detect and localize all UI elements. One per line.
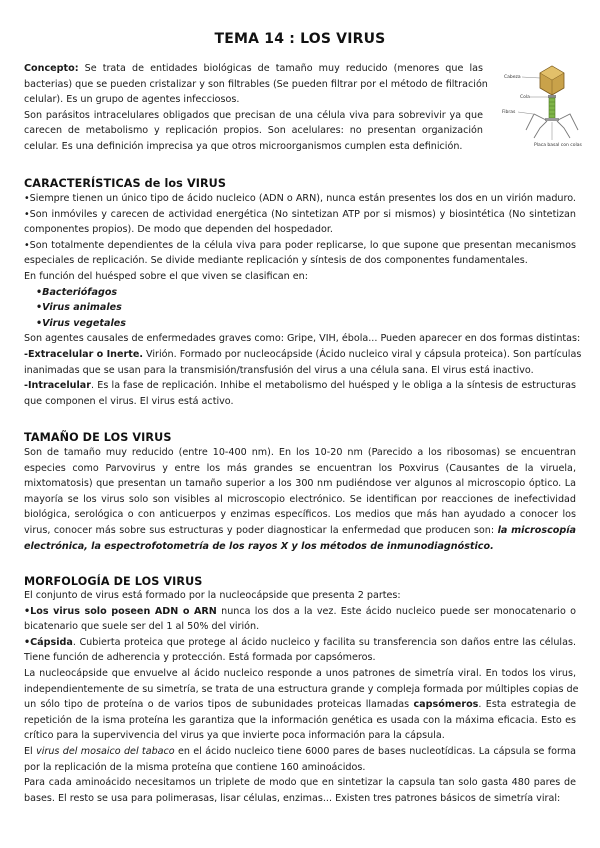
concept-paragraph — [24, 61, 488, 155]
section-heading-size: TAMAÑO DE LOS VIRUS — [24, 431, 172, 444]
characteristics-line: Son agentes causales de enfermedades graves como: Gripe, VIH, ébola... Pueden aparecer en dos formas distintas: — [24, 333, 581, 345]
concept-label: Concepto: — [24, 63, 79, 74]
size-line: mayoría se los virus solo son visibles al microscopio electrónico. Se identifican por reacciones de inefectividad — [24, 493, 576, 505]
characteristics-line: inanimadas que se usan para la transmisión/transfusión del virus a una célula sana. El virus está inactivo. — [24, 364, 534, 376]
section-heading-morphology: MORFOLOGÍA DE LOS VIRUS — [24, 575, 203, 588]
page-title: TEMA 14 : LOS VIRUS — [214, 31, 386, 47]
characteristics-line: •Son totalmente dependientes de la célula viva para poder replicarse, lo que supone que presentan mecanismos — [24, 239, 576, 251]
figure-label-cabeza: Cabeza — [504, 75, 521, 80]
concept-line: Concepto: Se trata de entidades biológicas de tamaño muy reducido (menores que las — [24, 63, 483, 74]
bacteriophage-illustration — [500, 58, 592, 150]
host-item: •Bacteriófagos — [36, 286, 118, 298]
concept-line: carecen de metabolismo y replicación propios. Son acelulares: no presentan organización — [24, 125, 483, 137]
morphology-line: La nucleocápside que envuelve al ácido nucleico responde a unos patrones de simetría viral. En todos los virus, — [24, 667, 576, 679]
morphology-line: Tiene función de adherencia y protección. Está formada por capsómeros. — [24, 652, 376, 664]
size-line: electrónica, la espectrofotometría de los rayos X y los métodos de inmunodiagnóstico. — [24, 540, 494, 552]
morphology-line: El conjunto de virus está formado por la nucleocápside que presenta 2 partes: — [24, 590, 401, 601]
adn-label: •Los virus solo poseen ADN o ARN — [24, 605, 217, 617]
figure-label-placa: Placa basal con colas — [534, 143, 582, 148]
concept-line: celular. Es una definición imprecisa ya que otros microorganismos cumplen esta definición. — [24, 140, 463, 152]
size-line: virus, conocer más sobre sus estructuras y poder diagnosticar la enfermedad que producen son: la microscopía — [24, 524, 576, 536]
morphology-line: un sólo tipo de proteína o de varios tipos de subunidades proteicas llamadas capsómeros. Esta estrategia de — [24, 699, 576, 711]
concept-line: celular). Es un grupo de agentes infecciosos. — [24, 94, 240, 106]
morphology-line: crítico para la supervivencia del virus ya que invierte poca información para la cápsula. — [24, 730, 445, 742]
host-item: •Virus animales — [36, 302, 122, 314]
size-paragraph — [24, 445, 576, 554]
capsida-label: •Cápsida — [24, 636, 73, 648]
morphology-line: repetición de la isma proteína les garantiza que la información genética es usada con la máxima eficacia. Esto es — [24, 714, 576, 726]
characteristics-line: •Son inmóviles y carecen de actividad energética (No sintetizan ATP por si mismos) y biosintética (No sintetizan — [24, 208, 576, 220]
characteristics-line: especiales de replicación. Se divide mediante replicación y síntesis de dos componentes fundamentales. — [24, 255, 528, 267]
size-line: Son de tamaño muy reducido (entre 10-400 nm). En los 10-20 nm (Parecido a los ribosomas) se encuentran — [24, 447, 576, 458]
characteristics-line: componentes propios). De modo que dependen del hospedador. — [24, 224, 333, 236]
characteristics-line: que componen el virus. El virus está activo. — [24, 395, 234, 407]
morphology-line: Para cada aminoácido necesitamos un triplete de modo que en sintetizar la capsula tan solo gasta 480 pares de — [24, 777, 576, 789]
characteristics-line: -Intracelular. Es la fase de replicación. Inhibe el metabolismo del huésped y le obliga a la síntesis de estructuras — [24, 380, 576, 392]
figure-label-fibras: Fibras — [502, 110, 516, 115]
figure-label-cola: Cola — [520, 95, 530, 100]
morphology-line: •Cápsida. Cubierta proteica que protege al ácido nucleico y facilita su transferencia son daños entre las células. — [24, 636, 576, 648]
morphology-line: bases. El resto se usa para polimerasas, lisar células, enzimas... Existen tres patrones básicos de simetría viral: — [24, 792, 561, 804]
characteristics-line: -Extracelular o Inerte. Virión. Formado por nucleocápside (Ácido nucleico viral y cápsula proteica). Son partículas — [24, 348, 582, 360]
morphology-line: El virus del mosaico del tabaco en el ácido nucleico tiene 6000 pares de bases nucleotídicas. La cápsula se forma — [24, 745, 576, 757]
characteristics-line: En función del huésped sobre el que viven se clasifican en: — [24, 270, 308, 282]
extracelular-label: -Extracelular o Inerte. — [24, 348, 143, 360]
size-line: mixtomatosis) que presentan un tamaño superior a los 300 nm pudiéndose ver algunos al microscopio óptico. La — [24, 478, 576, 490]
morphology-line: bicatenario que suele ser del 1 al 50% del virión. — [24, 621, 260, 633]
morphology-line: •Los virus solo poseen ADN o ARN nunca los dos a la vez. Este ácido nucleico puede ser monocatenario o — [24, 605, 576, 617]
concept-line: bacterias) que se pueden cristalizar y son filtrables (Se pueden filtrar por el método de filtración — [24, 78, 488, 90]
intracelular-label: -Intracelular — [24, 380, 91, 392]
concept-line: Son parásitos intracelulares obligados que precisan de una célula viva para sobrevivir ya que — [24, 109, 483, 121]
morphology-line: independientemente de su simetría, se trata de una estructura grande y compleja formada por múltiples copias de — [24, 683, 579, 695]
characteristics-paragraph — [24, 191, 582, 409]
morphology-paragraph — [24, 588, 579, 806]
size-line: biológica, serológica o con anticuerpos y enzimas específicos. Los medios que más han ayudado a conocer los — [24, 509, 576, 521]
size-line: especies como Parvovirus y entre los más grandes se encuentran los Poxvirus (Causantes de la viruela, — [24, 462, 576, 474]
section-heading-characteristics: CARACTERÍSTICAS de los VIRUS — [24, 177, 227, 190]
characteristics-line: •Siempre tienen un único tipo de ácido nucleico (ADN o ARN), nunca están presentes los dos en un virión maduro. — [24, 193, 576, 204]
morphology-line: por la replicación de la misma proteína que contiene 160 aminoácidos. — [24, 761, 366, 773]
host-item: •Virus vegetales — [36, 317, 126, 329]
